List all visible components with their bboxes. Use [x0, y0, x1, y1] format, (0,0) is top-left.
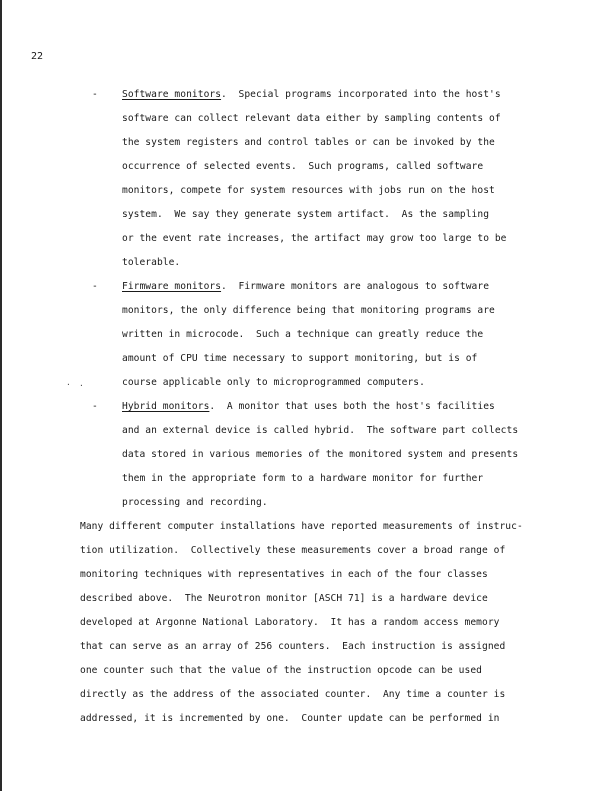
text-line: processing and recording. — [122, 497, 268, 508]
text-line: data stored in various memories of the monitored system and presents — [122, 449, 519, 460]
scan-speck: · — [79, 381, 84, 390]
hybrid-monitors-heading: Hybrid monitors — [122, 401, 210, 412]
text-line: and an external device is called hybrid. The software part collects — [122, 425, 519, 436]
paragraph-line: addressed, it is incremented by one. Counter update can be performed in — [80, 713, 500, 724]
text-line: tolerable. — [122, 257, 181, 268]
text-line: or the event rate increases, the artifact may grow too large to be — [122, 233, 507, 244]
paragraph-line: tion utilization. Collectively these measurements cover a broad range of — [80, 545, 506, 556]
text-line: the system registers and control tables or can be invoked by the — [122, 137, 495, 148]
text-line: course applicable only to microprogrammed computers. — [122, 377, 425, 388]
firmware-monitors-heading: Firmware monitors — [122, 281, 222, 292]
paragraph-line: described above. The Neurotron monitor [ASCH 71] is a hardware device — [80, 593, 488, 604]
paragraph-line: monitoring techniques with representatives in each of the four classes — [80, 569, 488, 580]
text-line: monitors, compete for system resources with jobs run on the host — [122, 185, 495, 196]
software-monitors-heading: Software monitors — [122, 89, 222, 100]
text-line: them in the appropriate form to a hardware monitor for further — [122, 473, 484, 484]
bullet-firmware-first-line: Firmware monitors. Firmware monitors are analogous to software — [122, 281, 490, 292]
text-line: amount of CPU time necessary to support monitoring, but is of — [122, 353, 478, 364]
page-number: 22 — [31, 51, 44, 62]
text-line: monitors, the only difference being that monitoring programs are — [122, 305, 495, 316]
paragraph-line: Many different computer installations have reported measurements of instruc- — [80, 521, 523, 532]
text-line: software can collect relevant data either by sampling contents of — [122, 113, 501, 124]
paragraph-line: that can serve as an array of 256 counters. Each instruction is assigned — [80, 641, 506, 652]
bullet-marker: - — [92, 281, 98, 292]
bullet-hybrid-first-line: Hybrid monitors. A monitor that uses both the host's facilities — [122, 401, 495, 412]
text-line: system. We say they generate system artifact. As the sampling — [122, 209, 490, 220]
bullet-marker: - — [92, 89, 98, 100]
bullet-marker: - — [92, 401, 98, 412]
paragraph-line: developed at Argonne National Laboratory. It has a random access memory — [80, 617, 500, 628]
bullet-software-first-line: Software monitors. Special programs incorporated into the host's — [122, 89, 501, 100]
scan-edge — [0, 0, 2, 791]
paragraph-line: directly as the address of the associated counter. Any time a counter is — [80, 689, 506, 700]
paragraph-line: one counter such that the value of the instruction opcode can be used — [80, 665, 482, 676]
scan-speck: · — [66, 380, 71, 389]
text-line: written in microcode. Such a technique can greatly reduce the — [122, 329, 484, 340]
text-line: occurrence of selected events. Such programs, called software — [122, 161, 484, 172]
